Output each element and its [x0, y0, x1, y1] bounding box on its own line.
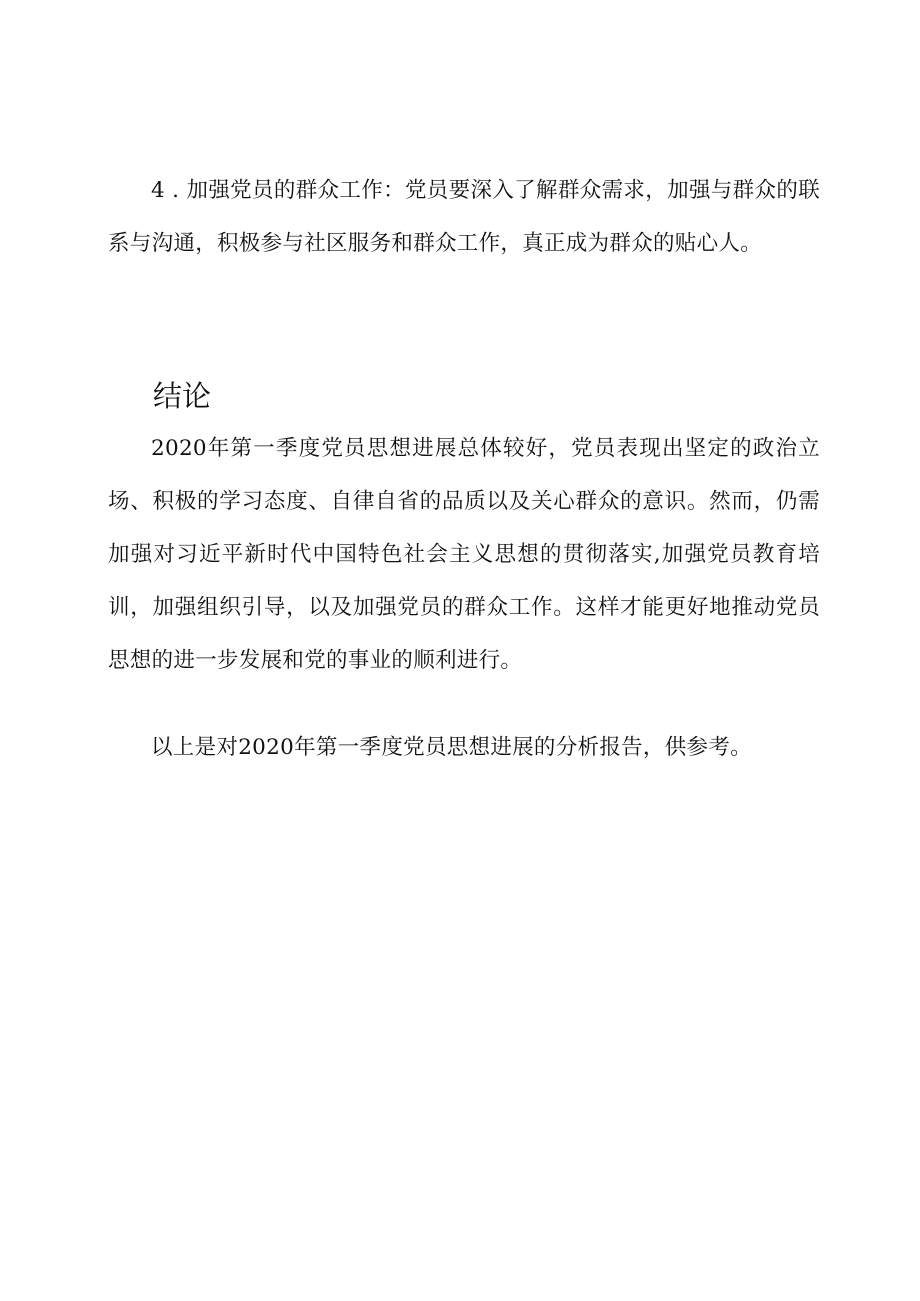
paragraph-conclusion-body: 2020年第一季度党员思想进展总体较好，党员表现出坚定的政治立场、积极的学习态度、自律自省的品质以及关心群众的意识。然而，仍需加强对习近平新时代中国特色社会主义思想的贯彻落实,加强党员教育培训，加强组织引导，以及加强党员的群众工作。这样才能更好地推动党员思想的进一步发展和党的事业的顺利进行。	[108, 436, 820, 673]
paragraph-closing: 以上是对2020年第一季度党员思想进展的分析报告，供参考。	[151, 735, 752, 760]
paragraph-strengthen-mass-work: 4 . 加强党员的群众工作：党员要深入了解群众需求，加强与群众的联系与沟通，积极参与社区服务和群众工作，真正成为群众的贴心人。	[108, 178, 820, 256]
conclusion-heading: 结论	[153, 379, 212, 413]
